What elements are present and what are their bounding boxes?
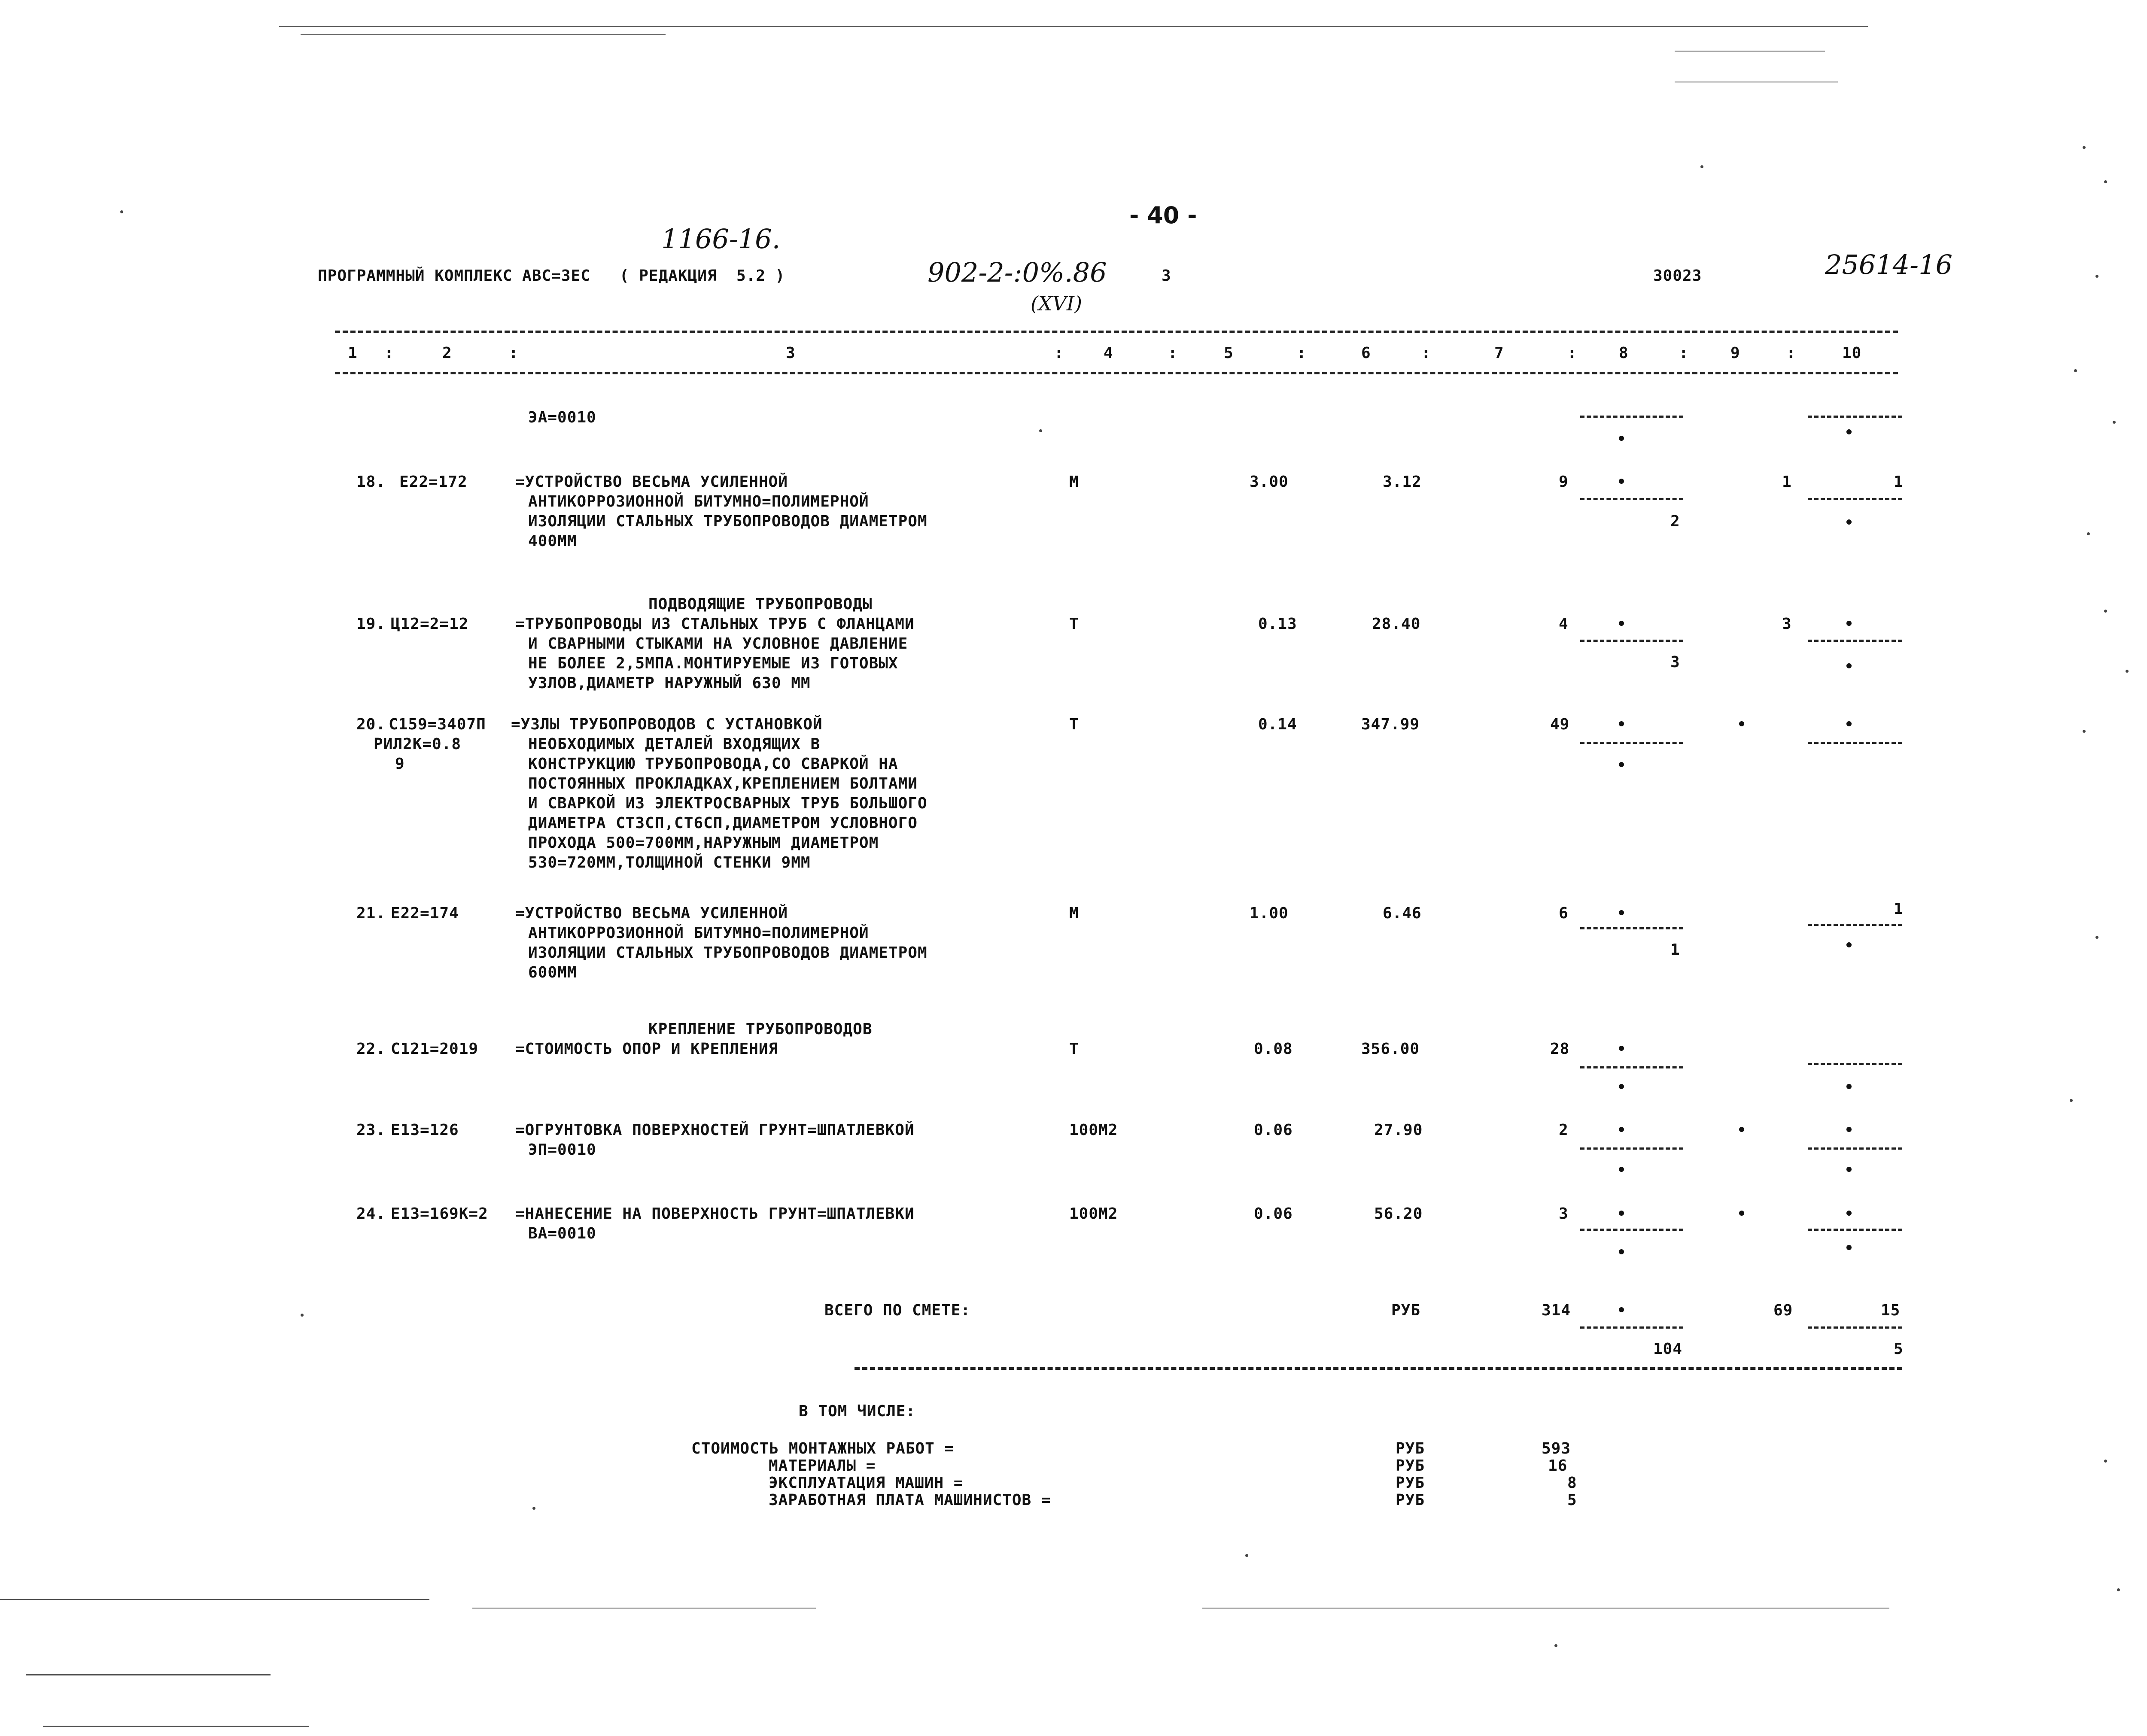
scan-artifact-bottom-3 (1202, 1608, 1889, 1609)
row-price: 347.99 (1361, 716, 1420, 733)
col-2-header: 2 (442, 344, 452, 362)
row-col10: 1 (1894, 900, 1904, 918)
cell-dash (1580, 742, 1683, 744)
breakdown-value: 16 (1548, 1457, 1568, 1475)
row-mark (1739, 1211, 1744, 1216)
row-mark (1619, 436, 1624, 441)
row-desc: 400ММ (528, 532, 577, 550)
scan-speck (2126, 670, 2129, 673)
col-separators: : (1168, 344, 1178, 362)
scan-speck (2083, 146, 2086, 149)
row-number: 22. (356, 1040, 386, 1058)
row-code-line3: 9 (395, 755, 405, 773)
cell-dash (1580, 1147, 1683, 1150)
row-unit: 100М2 (1069, 1121, 1118, 1139)
program-title: ПРОГРАММНЫЙ КОМПЛЕКС АВС=3ЕС ( РЕДАКЦИЯ 5.2 ) (318, 267, 785, 285)
row-number: 21. (356, 904, 386, 922)
col-1-header: 1 (348, 344, 358, 362)
row-price: 6.46 (1383, 904, 1422, 922)
cell-dash (1808, 498, 1902, 500)
row-col8: 4 (1559, 615, 1569, 633)
row-qty: 0.06 (1254, 1121, 1293, 1139)
row-desc: =ОГРУНТОВКА ПОВЕРХНОСТЕЙ ГРУНТ=ШПАТЛЕВКОЙ (515, 1121, 915, 1139)
row-mark (1846, 1167, 1852, 1172)
row-col8-sub: 2 (1670, 513, 1680, 530)
col-4-header: 4 (1104, 344, 1113, 362)
breakdown-label: СТОИМОСТЬ МОНТАЖНЫХ РАБОТ = (691, 1440, 955, 1457)
scan-speck (2087, 532, 2090, 535)
scan-speck (2104, 1460, 2107, 1463)
cell-dash (1580, 927, 1683, 929)
section-heading: ПОДВОДЯЩИЕ ТРУБОПРОВОДЫ (648, 595, 873, 613)
col-separators: : (509, 344, 519, 362)
handwritten-project-sub: (XVI) (1031, 292, 1083, 315)
cell-dash (1808, 640, 1902, 642)
cell-dash (1808, 742, 1902, 744)
row-qty: 1.00 (1250, 904, 1289, 922)
row-desc: НЕОБХОДИМЫХ ДЕТАЛЕЙ ВХОДЯЩИХ В (528, 735, 821, 753)
breakdown-label: ЭКСПЛУАТАЦИЯ МАШИН = (769, 1474, 964, 1492)
row-mark (1619, 479, 1624, 484)
totals-col10-sub: 5 (1894, 1340, 1904, 1358)
totals-col8-sub: 104 (1653, 1340, 1683, 1358)
row-number: 23. (356, 1121, 386, 1139)
row-code: Е22=172 (399, 473, 468, 491)
row-col9: 3 (1782, 615, 1792, 633)
row-price: 27.90 (1374, 1121, 1423, 1139)
row-code: Е13=126 (391, 1121, 459, 1139)
row-mark (1846, 519, 1852, 525)
scan-speck (2083, 730, 2086, 733)
breakdown-unit: РУБ (1396, 1474, 1425, 1492)
row-desc: =ТРУБОПРОВОДЫ ИЗ СТАЛЬНЫХ ТРУБ С ФЛАНЦАМИ (515, 615, 915, 633)
scan-artifact-bottom-2 (472, 1608, 816, 1609)
totals-col9: 69 (1773, 1302, 1793, 1319)
col-separators: : (1421, 344, 1431, 362)
row-mark (1619, 1249, 1624, 1254)
scan-speck (2095, 275, 2098, 278)
row-unit: М (1069, 904, 1079, 922)
row-number: 18. (356, 473, 386, 491)
cell-dash (1808, 1326, 1902, 1329)
row-col9: 1 (1782, 473, 1792, 491)
cell-dash (1808, 1147, 1902, 1150)
scan-speck (2117, 1588, 2120, 1591)
row-desc: ВА=0010 (528, 1225, 596, 1242)
row-desc: НЕ БОЛЕЕ 2,5МПА.МОНТИРУЕМЫЕ ИЗ ГОТОВЫХ (528, 655, 898, 672)
row-desc: ДИАМЕТРА СТ3СП,СТ6СП,ДИАМЕТРОМ УСЛОВНОГО (528, 814, 918, 832)
row-col8: 2 (1559, 1121, 1569, 1139)
row-mark (1619, 1211, 1624, 1216)
row-mark (1619, 762, 1624, 767)
handwritten-sheet-note: 1166-16. (661, 223, 781, 255)
row-desc: УЗЛОВ,ДИАМЕТР НАРУЖНЫЙ 630 ММ (528, 674, 811, 692)
scan-artifact-bottom-5 (43, 1726, 309, 1727)
scan-speck (532, 1507, 535, 1510)
row-desc: ЭП=0010 (528, 1141, 596, 1159)
row-col8: 9 (1559, 473, 1569, 491)
cell-dash (1808, 1063, 1902, 1065)
scan-speck (1245, 1554, 1248, 1557)
row-desc: =СТОИМОСТЬ ОПОР И КРЕПЛЕНИЯ (515, 1040, 779, 1058)
row-desc: 530=720ММ,ТОЛЩИНОЙ СТЕНКИ 9ММ (528, 854, 811, 871)
row-desc: ПРОХОДА 500=700ММ,НАРУЖНЫМ ДИАМЕТРОМ (528, 834, 879, 852)
handwritten-project-code: 902-2-:0%.86 (928, 257, 1107, 288)
row-col8: 6 (1559, 904, 1569, 922)
scan-speck (120, 210, 123, 213)
row-mark (1846, 621, 1852, 626)
row-mark (1619, 1307, 1624, 1312)
row-unit: М (1069, 473, 1079, 491)
row-desc: КОНСТРУКЦИЮ ТРУБОПРОВОДА,СО СВАРКОЙ НА (528, 755, 898, 773)
breakdown-unit: РУБ (1396, 1491, 1425, 1509)
row-mark (1739, 721, 1744, 726)
row-mark (1846, 429, 1852, 434)
row-col8: 49 (1550, 716, 1570, 733)
totals-rule (855, 1367, 1902, 1370)
row-qty: 0.06 (1254, 1205, 1293, 1223)
scan-speck (2104, 180, 2107, 183)
col-10-header: 10 (1842, 344, 1862, 362)
row-desc: ЭА=0010 (528, 409, 596, 426)
breakdown-title: В ТОМ ЧИСЛЕ: (799, 1402, 916, 1420)
row-qty: 0.13 (1258, 615, 1297, 633)
row-code: С121=2019 (391, 1040, 479, 1058)
row-qty: 0.08 (1254, 1040, 1293, 1058)
breakdown-value: 8 (1567, 1474, 1577, 1492)
row-desc: =УСТРОЙСТВО ВЕСЬМА УСИЛЕННОЙ (515, 473, 788, 491)
cell-dash (1580, 1066, 1683, 1068)
row-mark (1619, 1084, 1624, 1089)
row-mark (1619, 1127, 1624, 1132)
row-mark (1739, 1127, 1744, 1132)
row-qty: 0.14 (1258, 716, 1297, 733)
row-unit: Т (1069, 716, 1079, 733)
scan-speck (2074, 369, 2077, 372)
cell-dash (1808, 1229, 1902, 1231)
row-col8: 28 (1550, 1040, 1570, 1058)
breakdown-unit: РУБ (1396, 1440, 1425, 1457)
cell-dash (1580, 640, 1683, 642)
row-mark (1619, 1046, 1624, 1051)
col-3-header: 3 (786, 344, 796, 362)
col-5-header: 5 (1224, 344, 1234, 362)
row-mark (1846, 1245, 1852, 1250)
row-col10: 1 (1894, 473, 1904, 491)
row-col8-sub: 3 (1670, 653, 1680, 671)
handwritten-archive-number: 25614-16 (1825, 249, 1953, 280)
subtotal-dash-10 (1808, 416, 1902, 418)
cell-dash (1808, 924, 1902, 926)
row-unit: 100М2 (1069, 1205, 1118, 1223)
col-6-header: 6 (1361, 344, 1371, 362)
document-code: 30023 (1653, 267, 1702, 285)
scan-artifact-right (1675, 51, 1825, 52)
scan-speck (301, 1314, 304, 1317)
totals-label: ВСЕГО ПО СМЕТЕ: (824, 1302, 971, 1319)
row-mark (1846, 1211, 1852, 1216)
row-mark (1619, 910, 1624, 915)
col-separators: : (1679, 344, 1689, 362)
totals-col8: 314 (1542, 1302, 1571, 1319)
row-desc: ИЗОЛЯЦИИ СТАЛЬНЫХ ТРУБОПРОВОДОВ ДИАМЕТРОМ (528, 513, 928, 530)
row-desc: =УЗЛЫ ТРУБОПРОВОДОВ С УСТАНОВКОЙ (511, 716, 823, 733)
row-desc: И СВАРНЫМИ СТЫКАМИ НА УСЛОВНОЕ ДАВЛЕНИЕ (528, 635, 908, 653)
breakdown-label: ЗАРАБОТНАЯ ПЛАТА МАШИНИСТОВ = (769, 1491, 1051, 1509)
scan-speck (2095, 936, 2098, 939)
page-number: - 40 - (1129, 202, 1197, 229)
scan-artifact-top (279, 26, 1868, 27)
breakdown-label: МАТЕРИАЛЫ = (769, 1457, 876, 1475)
header-top-rule (335, 331, 1898, 333)
row-mark (1846, 1127, 1852, 1132)
row-qty: 3.00 (1250, 473, 1289, 491)
row-mark (1619, 1167, 1624, 1172)
scan-speck (1700, 165, 1703, 168)
scan-speck (2104, 610, 2107, 613)
col-separators: : (1786, 344, 1796, 362)
row-mark (1846, 942, 1852, 947)
cell-dash (1580, 1326, 1683, 1329)
row-mark (1619, 621, 1624, 626)
row-desc: ИЗОЛЯЦИИ СТАЛЬНЫХ ТРУБОПРОВОДОВ ДИАМЕТРОМ (528, 944, 928, 962)
breakdown-unit: РУБ (1396, 1457, 1425, 1475)
scan-speck (2113, 421, 2116, 424)
scan-speck (1554, 1644, 1557, 1647)
row-price: 3.12 (1383, 473, 1422, 491)
breakdown-value: 5 (1567, 1491, 1577, 1509)
row-desc: И СВАРКОЙ ИЗ ЭЛЕКТРОСВАРНЫХ ТРУБ БОЛЬШОГО (528, 795, 928, 812)
row-mark (1619, 721, 1624, 726)
scan-speck (2070, 1099, 2073, 1102)
row-mark (1846, 663, 1852, 668)
col-9-header: 9 (1730, 344, 1740, 362)
row-number: 20. (356, 716, 386, 733)
totals-unit: РУБ (1391, 1302, 1421, 1319)
breakdown-value: 593 (1542, 1440, 1571, 1457)
col-separators: : (1054, 344, 1064, 362)
row-price: 356.00 (1361, 1040, 1420, 1058)
row-price: 56.20 (1374, 1205, 1423, 1223)
row-unit: Т (1069, 1040, 1079, 1058)
row-code: Е22=174 (391, 904, 459, 922)
scan-artifact-bottom (0, 1599, 429, 1600)
row-mark (1846, 721, 1852, 726)
row-code: С159=3407П (389, 716, 486, 733)
row-unit: Т (1069, 615, 1079, 633)
col-separators: : (384, 344, 394, 362)
col-separators: : (1297, 344, 1307, 362)
program-after-code: 3 (1162, 267, 1171, 285)
row-mark (1846, 1084, 1852, 1089)
scan-artifact-top-2 (301, 34, 666, 35)
row-desc: АНТИКОРРОЗИОННОЙ БИТУМНО=ПОЛИМЕРНОЙ (528, 924, 869, 942)
scan-speck (1039, 429, 1042, 432)
row-desc: АНТИКОРРОЗИОННОЙ БИТУМНО=ПОЛИМЕРНОЙ (528, 493, 869, 510)
col-7-header: 7 (1494, 344, 1504, 362)
cell-dash (1580, 1229, 1683, 1231)
col-separators: : (1567, 344, 1577, 362)
section-heading: КРЕПЛЕНИЕ ТРУБОПРОВОДОВ (648, 1020, 873, 1038)
row-col8-sub: 1 (1670, 941, 1680, 959)
row-code: Е13=169К=2 (391, 1205, 488, 1223)
totals-col10: 15 (1881, 1302, 1901, 1319)
row-number: 19. (356, 615, 386, 633)
subtotal-dash-8 (1580, 416, 1683, 418)
header-bottom-rule (335, 372, 1898, 374)
row-desc: =НАНЕСЕНИЕ НА ПОВЕРХНОСТЬ ГРУНТ=ШПАТЛЕВКИ (515, 1205, 915, 1223)
cell-dash (1580, 498, 1683, 500)
row-desc: ПОСТОЯННЫХ ПРОКЛАДКАХ,КРЕПЛЕНИЕМ БОЛТАМИ (528, 775, 918, 792)
row-code-line2: РИЛ2К=0.8 (374, 735, 462, 753)
row-price: 28.40 (1372, 615, 1421, 633)
row-code: Ц12=2=12 (391, 615, 469, 633)
col-8-header: 8 (1619, 344, 1629, 362)
row-desc: 600ММ (528, 964, 577, 981)
row-col8: 3 (1559, 1205, 1569, 1223)
row-desc: =УСТРОЙСТВО ВЕСЬМА УСИЛЕННОЙ (515, 904, 788, 922)
scan-artifact-bottom-4 (26, 1674, 271, 1675)
row-number: 24. (356, 1205, 386, 1223)
